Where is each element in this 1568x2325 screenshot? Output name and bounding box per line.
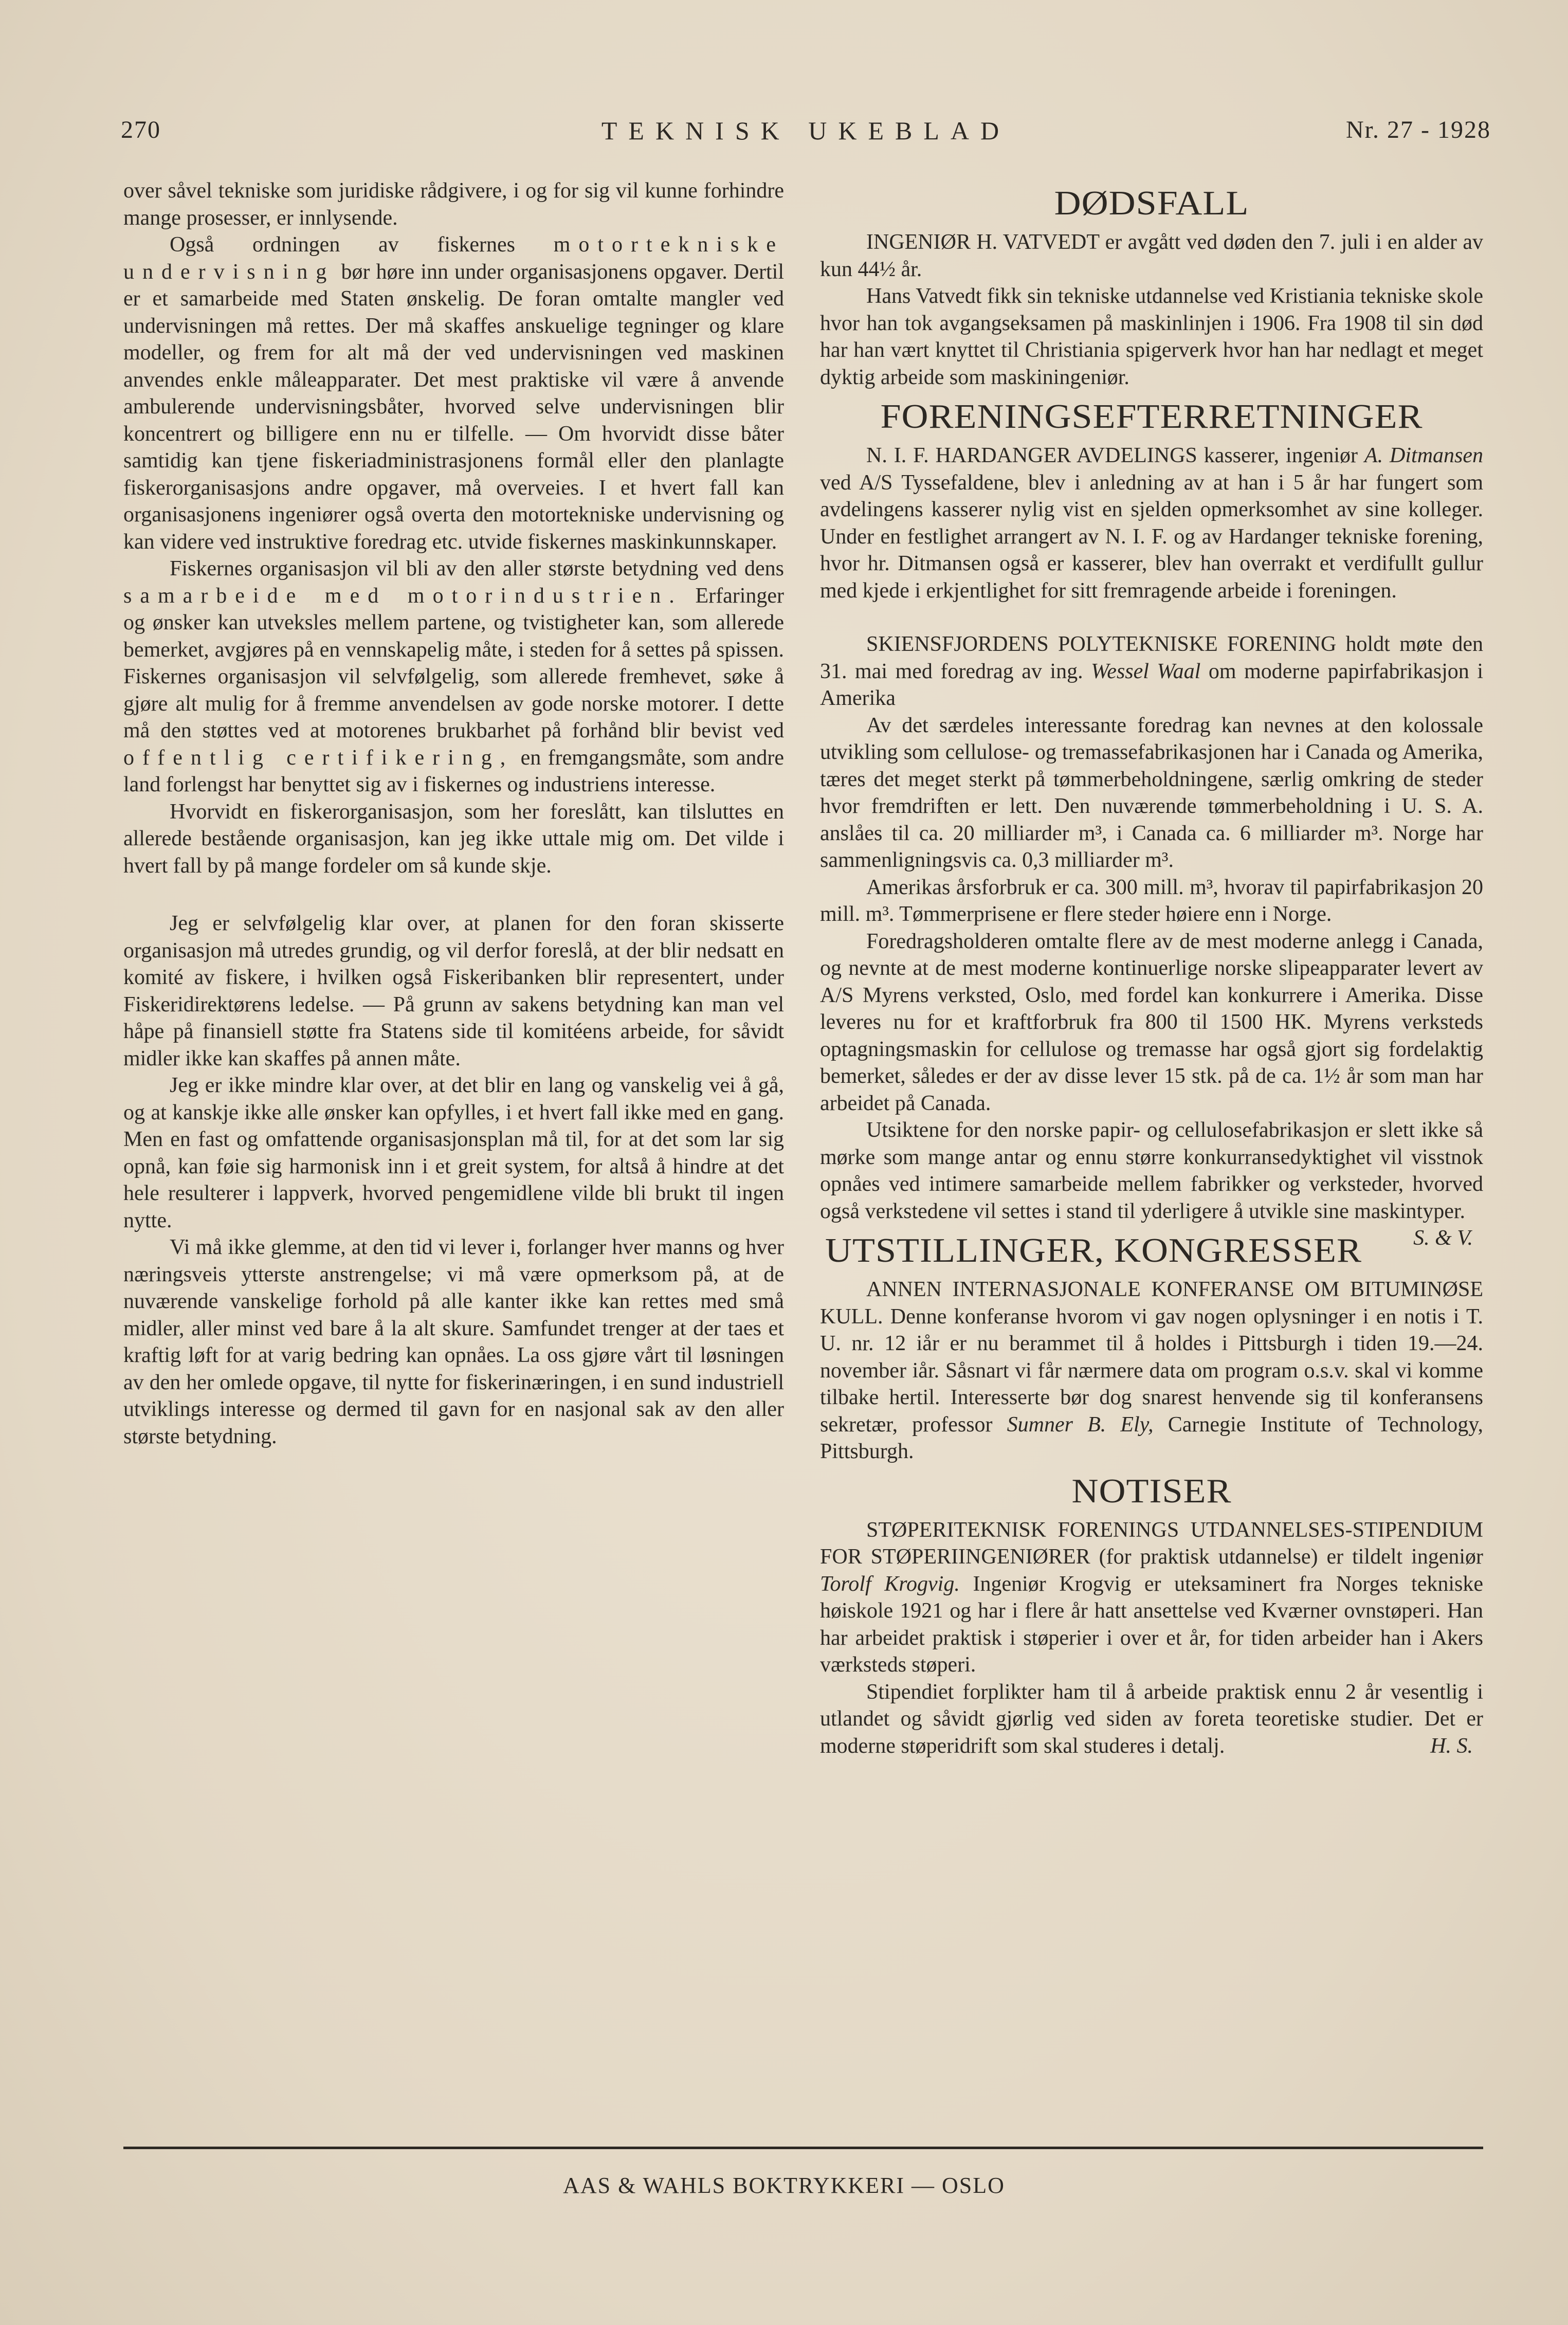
paragraph: Hvorvidt en fiskerorganisasjon, som her foreslått, kan tilsluttes en allerede bestående organisasjon, kan jeg ikke uttale mig om. Det vilde i hvert fall by på mange fordeler om så kunde skje.: [123, 800, 784, 878]
paragraph: Jeg er ikke mindre klar over, at det blir en lang og vanskelig vei å gå, og at kanskje ikke alle ønsker kan opfylles, i et hvert fall ikke med en gang. Men en fast og omfattende organisasjonsplan må til, for at det som lar sig opnå, kan føie sig harmonisk inn i et greit system, for altså å hindre at det hele resulterer i lappverk, hvorved pengemidlene vilde bli brukt til ingen nytte.: [123, 1074, 784, 1232]
section-gap: [820, 604, 1483, 631]
person-name: Wessel Waal: [1091, 659, 1201, 683]
paragraph: Utsiktene for den norske papir- og cellulosefabrikasjon er slett ikke så mørke som mange antar og ennu større konkurransedyktighet vil visstnok opnåes ved intimere samarbeide mellem fabrikker og verksteder, hvorved også verkstedene vil settes i stand til yderligere å utvikle sine maskintyper. S. & V.: [820, 1117, 1483, 1225]
paragraph: STØPERITEKNISK FORENINGS UTDANNELSES-STIPENDIUM FOR STØPERIINGENIØRER (for praktisk utdannelse) er tildelt ingeniør Torolf Krogvig. Ingeniør Krogvig er uteksaminert fra Norges tekniske høiskole 1921 og har i flere år hatt ansettelse ved Kværner ovnstøperi. Han har arbeidet praktisk i støperier i over et år, for tiden arbeider han i Akers værksteds støperi.: [820, 1518, 1483, 1677]
person-name: Sumner B. Ely,: [1007, 1412, 1154, 1437]
person-name: Torolf Krogvig.: [820, 1572, 960, 1596]
paragraph: N. I. F. HARDANGER AVDELINGS kasserer, ingeniør A. Ditmansen ved A/S Tyssefaldene, blev i anledning av at han i 5 år har fungert som avdelingens kasserer nylig vist en sjelden opmerksomhet av sine kolleger. Under en festlighet arrangert av N. I. F. og av Hardanger tekniske forening, hvor hr. Ditmansen også er kasserer, blev han overrakt et verdifullt gullur med kjede i erkjentlighet for sitt fremragende arbeide i foreningen.: [820, 444, 1484, 603]
section-gap: [123, 879, 784, 910]
heading-notiser: NOTISER: [1071, 1472, 1232, 1510]
paragraph: Vi må ikke glemme, at den tid vi lever i, forlanger hver manns og hver næringsveis ytterste anstrengelse; vi må være opmerksom på, at de nuværende vanskelige forhold på alle kanter ikke kan rettes med små midler, aller minst ved bare å la alt skure. Samfundet trenger at der taes et kraftig løft for at varig bedring kan opnåes. La oss gjøre vårt til løsningen av den her omlede opgave, til nytte for fiskerinæringen, i en sund industriell utviklings interesse og dermed til gavn for en nasjonal sak av den aller største betydning.: [123, 1236, 784, 1448]
spaced-emphasis: samarbeide med motorindustrien.: [123, 584, 683, 608]
footer-rule: [123, 2147, 1483, 2149]
signature: S. & V.: [1413, 1226, 1473, 1250]
paragraph: Jeg er selvfølgelig klar over, at planen for den foran skisserte organisasjon må utredes grundig, og vil derfor foreslå, at der blir nedsatt en komité av fiskere, i hvilken også Fiskeribanken blir representert, under Fiskeridirektørens ledelse. — På grunn av sakens betydning kan man vel håpe på finansiell støtte fra Statens side til komitéens arbeide, for såvidt midler ikke kan skaffes på annen måte.: [123, 912, 784, 1070]
paragraph: INGENIØR H. VATVEDT er avgått ved døden den 7. juli i en alder av kun 44½ år.: [820, 230, 1483, 281]
printer-footer: AAS & WAHLS BOKTRYKKERI — OSLO: [563, 2173, 1005, 2198]
paragraph: Av det særdeles interessante foredrag kan nevnes at den kolossale utvikling som cellulose- og tremassefabrikasjonen har i Canada og Amerika, tæres det meget sterkt på tømmerbeholdningene, særlig omkring de steder hvor fremdriften er lett. Den nuværende tømmerbeholdning i U. S. A. anslåes til ca. 20 milliarder m³, i Canada ca. 6 milliarder m³. Norge har sammenligningsvis ca. 0,3 milliarder m³.: [820, 713, 1483, 872]
left-column: [123, 177, 784, 1450]
paragraph: Amerikas årsforbruk er ca. 300 mill. m³, hvorav til papirfabrikasjon 20 mill. m³. Tømmerprisene er flere steder høiere enn i Norge.: [820, 875, 1483, 926]
right-column: [820, 177, 1483, 1759]
paragraph: Hans Vatvedt fikk sin tekniske utdannelse ved Kristiania tekniske skole hvor han tok avgangseksamen på maskinlinjen i 1906. Fra 1908 til sin død har han vært knyttet til Christiania spigerverk hvor han har nedlagt et meget dyktig arbeide som maskiningeniør.: [820, 284, 1483, 389]
signature: H. S.: [1430, 1734, 1473, 1758]
heading-foreningsefterretninger: FORENINGSEFTERRETNINGER: [880, 397, 1423, 435]
paragraph: SKIENSFJORDENS POLYTEKNISKE FORENING holdt møte den 31. mai med foredrag av ing. Wessel Waal om moderne papirfabrikasjon i Amerika: [820, 632, 1484, 710]
spaced-emphasis: motortekniske undervisning: [123, 233, 785, 284]
paragraph: Fiskernes organisasjon vil bli av den aller største betydning ved dens samarbeide med motorindustrien. Erfaringer og ønsker kan utveksles mellem partene, og tvistigheter kan, som allerede bemerket, avgjøres på en vennskapelig måte, i steden for å settes på spissen. Fiskernes organisasjon vil selvfølgelig, som allerede fremhevet, søke å gjøre alt mulig for å fremme anvendelsen av gode norske motorer. I dette må den støttes ved at motorenes brukbarhet på forhånd blir bevist ved offentlig certifikering, en fremgangsmåte, som andre land forlengst har benyttet sig av i fiskernes og industriens interesse.: [123, 557, 785, 796]
issue-number: Nr. 27 - 1928: [1346, 116, 1491, 143]
journal-title: TEKNISK UKEBLAD: [601, 116, 1011, 145]
paragraph: Også ordningen av fiskernes motortekniske undervisning bør høre inn under organisasjonens opgaver. Dertil er et samarbeide med Staten ønskelig. De foran omtalte mangler ved undervisningen må rettes. Der må skaffes anskuelige tegninger og klare modeller, og frem for alt må der ved undervisningen ved maskinen anvendes enkle måleapparater. Det mest praktiske vil være å anvende ambulerende undervisningsbåter, hvorved selve undervisningen blir koncentrert og billigere enn nu er tilfelle. — Om hvorvidt disse båter samtidig kan tjene fiskeriadministrasjonens formål eller den planlagte fiskerorganisasjons andre opgaver, må overveies. I et hvert fall kan organisasjonens ingeniører også overta den motortekniske undervisning og kan videre ved instruktive foredrag etc. utvide fiskernes maskinkunnskaper.: [123, 233, 785, 554]
paragraph: Foredragsholderen omtalte flere av de mest moderne anlegg i Canada, og nevnte at de mest moderne kontinuerlige norske slipeapparater levert av A/S Myrens verksted, Oslo, med fordel kan konkurrere i Amerika. Disse leveres nu for et kraftforbruk fra 800 til 1500 HK. Myrens verksteds optagningsmaskin for cellulose og tremasse har også gjort sig fordelaktig bemerket, således er der av disse lever 15 stk. på de ca. 1½ år som man har arbeidet på Canada.: [820, 929, 1483, 1115]
heading-dodsfall: DØDSFALL: [1054, 184, 1249, 222]
person-name: A. Ditmansen: [1364, 444, 1484, 467]
spaced-emphasis: offentlig certifikering,: [123, 746, 514, 770]
paragraph: Stipendiet forplikter ham til å arbeide praktisk ennu 2 år vesentlig i utlandet og såvidt gjørlig ved siden av foreta teoretiske studier. Det er moderne støperidrift som skal studeres i detalj. H. S.: [820, 1679, 1483, 1760]
heading-utstillinger: UTSTILLINGER, KONGRESSER: [825, 1231, 1362, 1269]
paragraph: ANNEN INTERNASJONALE KONFERANSE OM BITUMINØSE KULL. Denne konferanse hvorom vi gav nogen oplysninger i en notis i T. U. nr. 12 iår er nu berammet til å holdes i Pittsburgh i tiden 19.—24. november iår. Såsnart vi får nærmere data om program o.s.v. skal vi komme tilbake hertil. Interesserte bør dog snarest henvende sig til konferansens sekretær, professor Sumner B. Ely, Carnegie Institute of Technology, Pittsburgh.: [820, 1278, 1484, 1463]
page-header: [121, 116, 1491, 152]
page-number: 270: [121, 116, 161, 143]
paragraph: over såvel tekniske som juridiske rådgivere, i og for sig vil kunne forhindre mange prosesser, er innlysende.: [123, 179, 784, 230]
